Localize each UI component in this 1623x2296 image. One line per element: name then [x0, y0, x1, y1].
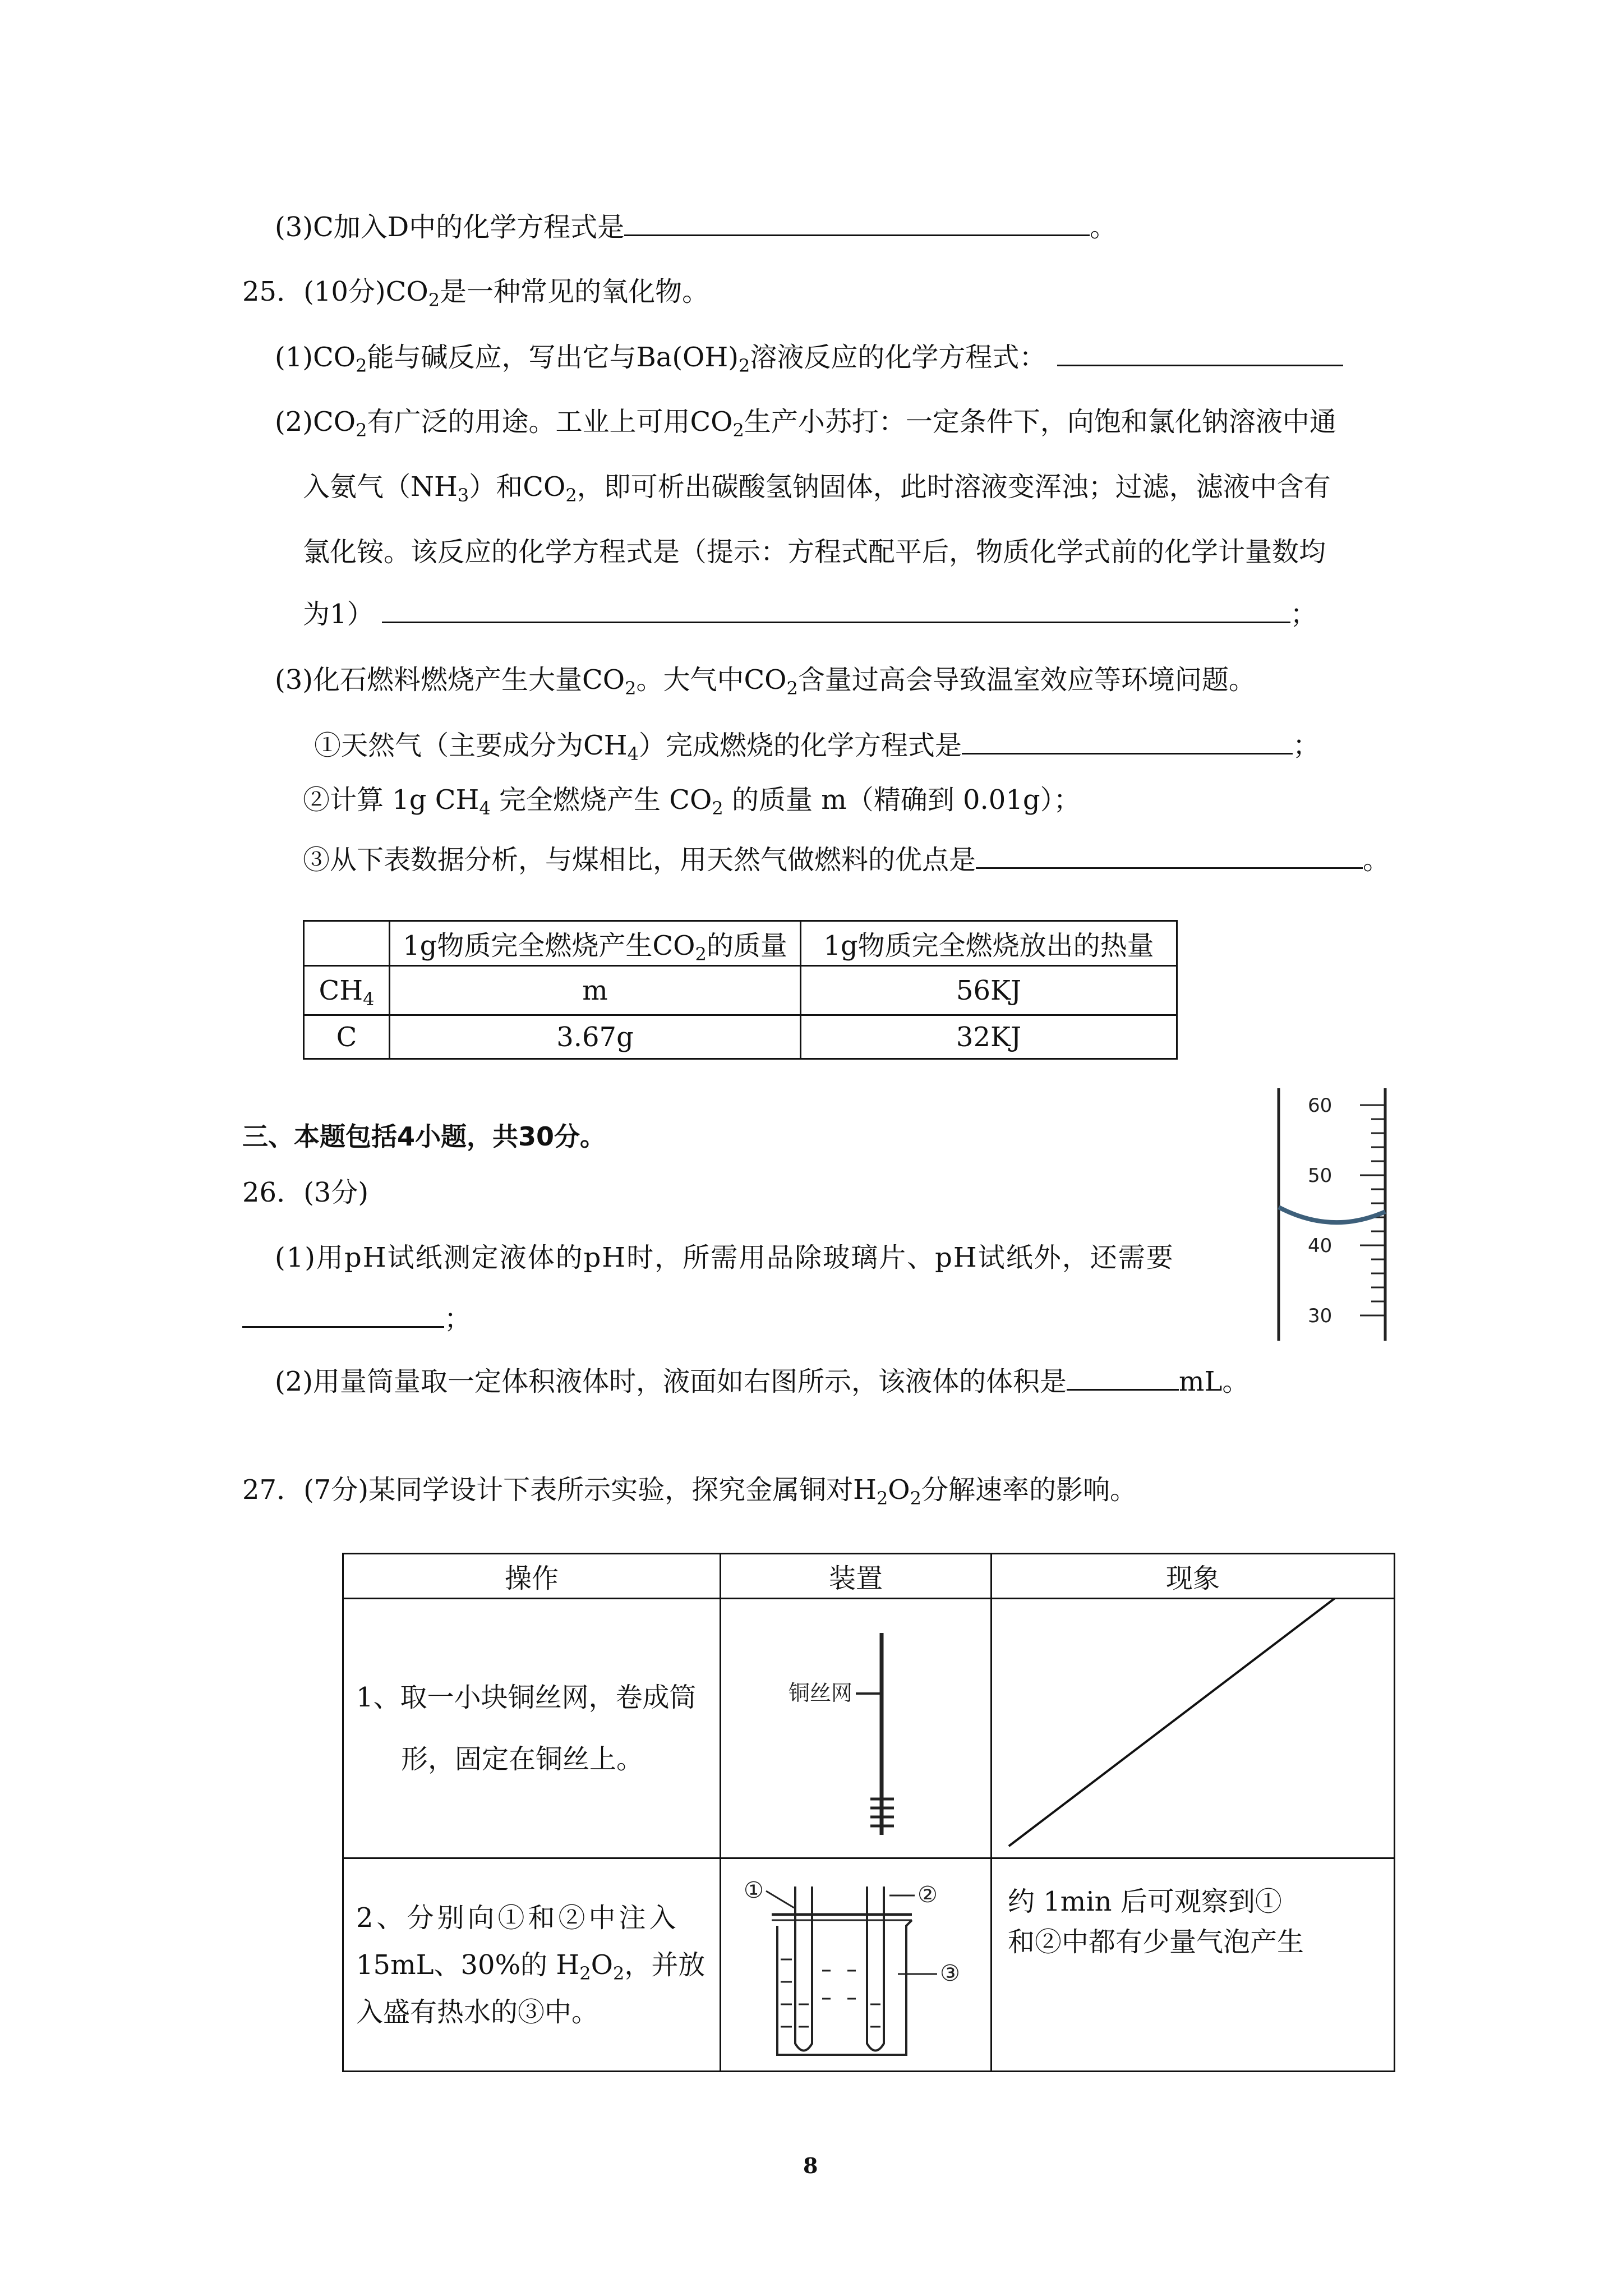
table-cell: 2、分别向①和②中注入 15mL、30%的 $H_2O_2$，并放 入盛有热水的③中。 — [343, 1858, 721, 2072]
q26-part1-answer: ； — [242, 1300, 471, 1337]
cylinder-label-30: 30 — [1308, 1305, 1332, 1327]
q26-heading: 26．(3分) — [242, 1177, 369, 1208]
q24-answer-blank[interactable] — [624, 209, 1090, 236]
q26-part2: (2)用量筒量取一定体积液体时，液面如右图所示，该液体的体积是 mL。 — [275, 1363, 1249, 1400]
table-header-phenomenon: 现象 — [992, 1554, 1395, 1599]
table-row — [304, 1015, 1177, 1059]
q25-part2-line1: $(2)CO_2$有广泛的用途。工业上可用$CO_2$生产小苏打：一定条件下，向饱和氯化钠溶液中通 — [275, 406, 1336, 441]
table-cell: 1、取一小块铜丝网，卷成筒 形，固定在铜丝上。 — [343, 1599, 721, 1858]
experiment-table — [342, 1553, 1395, 2072]
mark-2: ② — [917, 1881, 938, 1908]
table-header-co2-mass: 1g物质完全燃烧产生$CO_2$的质量 — [390, 921, 801, 966]
table-cell: 32KJ — [801, 1015, 1177, 1059]
copper-mesh-label: 铜丝网 — [789, 1681, 853, 1705]
row-label-c: C — [304, 1015, 390, 1059]
mark-3: ③ — [940, 1960, 960, 1986]
mark-1: ① — [744, 1877, 764, 1903]
q24-part3: (3)C加入D中的化学方程式是 。 — [275, 209, 1117, 245]
test-tubes-beaker-figure — [732, 1864, 979, 2066]
q27-heading: 27．(7分)某同学设计下表所示实验，探究金属铜对$H_2O_2$分解速率的影响。 — [242, 1474, 1137, 1509]
table-row — [343, 1599, 1395, 1858]
empty-diagonal-cell — [992, 1599, 1395, 1858]
q25-part3-sub2: ②计算 1g $CH_4$ 完全燃烧产生 $CO_2$ 的质量 m（精确到 0.01g）； — [303, 784, 1081, 819]
fuel-comparison-table — [303, 920, 1178, 1060]
q25-sub3-blank[interactable] — [976, 841, 1363, 869]
q25-part2-line3: 氯化铵。该反应的化学方程式是（提示：方程式配平后，物质化学式前的化学计量数均 — [303, 536, 1326, 568]
diagonal-line — [992, 1599, 1394, 1857]
q26-part1: (1)用pH试纸测定液体的pH时，所需用品除玻璃片、pH试纸外，还需要 — [275, 1242, 1174, 1273]
cylinder-label-50: 50 — [1308, 1165, 1332, 1187]
q25-part2-line2: 入氨气$(NH_3)$和$CO_2$，即可析出碳酸氢钠固体，此时溶液变浑浊；过滤，滤液中含有 — [303, 471, 1331, 506]
q25-part3: (3)化石燃料燃烧产生大量$CO_2$。大气中$CO_2$含量过高会导致温室效应等环境问题。 — [275, 664, 1256, 699]
table-row — [304, 921, 1177, 966]
row-label-ch4: $CH_4$ — [304, 966, 390, 1015]
q25-part3-sub1: ①天然气（主要成分为$CH_4$）完成燃烧的化学方程式是 ； — [314, 727, 1320, 763]
table-header-heat: 1g物质完全燃烧放出的热量 — [801, 921, 1177, 966]
q25-heading: 25．(10分)$CO_2$是一种常见的氧化物。 — [242, 276, 709, 311]
table-row — [304, 966, 1177, 1015]
table-header-device: 装置 — [721, 1554, 992, 1599]
q25-part3-sub3: ③从下表数据分析，与煤相比，用天然气做燃料的优点是 。 — [303, 841, 1390, 878]
table-row — [343, 1858, 1395, 2072]
q25-part2-blank[interactable] — [382, 596, 1290, 623]
table-cell: 56KJ — [801, 966, 1177, 1015]
cylinder-label-60: 60 — [1308, 1094, 1332, 1117]
q26-part1-blank[interactable] — [242, 1300, 444, 1328]
table-cell — [304, 921, 390, 966]
q25-part1-blank[interactable] — [1057, 339, 1343, 366]
table-cell: 3.67g — [390, 1015, 801, 1059]
table-cell — [721, 1599, 992, 1858]
section-title: 三、本题包括4小题，共30分。 — [242, 1121, 606, 1152]
table-header-operation: 操作 — [343, 1554, 721, 1599]
table-cell — [721, 1858, 992, 2072]
q26-part2-blank[interactable] — [1067, 1363, 1179, 1391]
cylinder-label-40: 40 — [1308, 1235, 1332, 1257]
q25-sub1-blank[interactable] — [962, 727, 1293, 754]
q25-part2-line4: 为1） ； — [303, 596, 1317, 632]
q25-part1: $(1)CO_2$能与碱反应，写出它与$Ba(OH)_2$溶液反应的化学方程式： — [275, 339, 1343, 375]
table-cell: 约 1min 后可观察到① 和②中都有少量气泡产生 — [992, 1858, 1395, 2072]
table-cell: m — [390, 966, 801, 1015]
table-row — [343, 1554, 1395, 1599]
page-number: 8 — [803, 2153, 818, 2178]
copper-mesh-figure — [772, 1611, 940, 1846]
graduated-cylinder-figure — [1273, 1088, 1402, 1346]
